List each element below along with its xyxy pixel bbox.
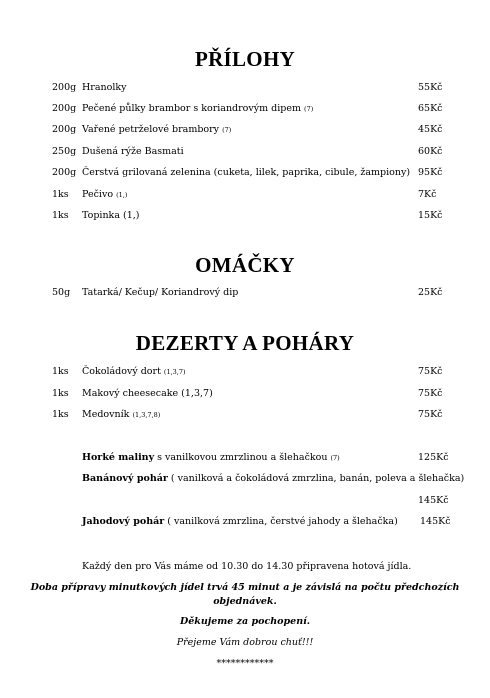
item-name: Čokoládový dort (1,3,7) xyxy=(82,366,186,377)
item-qty: 1ks xyxy=(52,189,69,200)
item-name: Čerstvá grilovaná zelenina (cuketa, lilek, paprika, cibule, žampiony) xyxy=(82,167,411,178)
item-qty: 1ks xyxy=(52,210,69,221)
section-title-omacky: OMÁČKY xyxy=(195,253,295,277)
allergen-note: (1,) xyxy=(116,191,128,199)
item-name: Tatarká/ Kečup/ Koriandrový dip xyxy=(82,287,239,298)
item-qty: 50g xyxy=(52,287,71,298)
item-price: 60Kč xyxy=(418,146,443,157)
wish-text: Přejeme Vám dobrou chuť!!! xyxy=(176,637,314,648)
item-qty: 250g xyxy=(52,146,77,157)
item-price: 75Kč xyxy=(418,366,443,377)
item-price: 7Kč xyxy=(418,189,437,200)
item-price: 15Kč xyxy=(418,210,443,221)
item-qty: 1ks xyxy=(52,388,69,399)
item-name: Medovník (1,3,7,8) xyxy=(82,409,161,420)
daily-note xyxy=(0,559,490,575)
item-name: Hranolky xyxy=(82,82,127,93)
item-name: Vařené petrželové brambory (7) xyxy=(82,124,232,135)
cup-price: 145Kč xyxy=(418,495,449,506)
menu-item xyxy=(0,80,490,96)
allergen-note: (1,3,7,8) xyxy=(132,411,161,419)
menu-item xyxy=(0,386,490,402)
item-qty: 200g xyxy=(52,167,77,178)
dessert-cup xyxy=(0,514,490,530)
item-name: Topinka (1,) xyxy=(82,210,140,221)
cup-price: 145Kč xyxy=(420,516,451,527)
menu-item xyxy=(0,407,490,423)
item-qty: 1ks xyxy=(52,366,69,377)
cup-name: Horké maliny xyxy=(82,452,155,463)
item-price: 45Kč xyxy=(418,124,443,135)
daily-note-text: Každý den pro Vás máme od 10.30 do 14.30 připravena hotová jídla. xyxy=(82,561,412,572)
menu-item xyxy=(0,364,490,380)
item-price: 75Kč xyxy=(418,409,443,420)
menu-item xyxy=(0,165,490,181)
item-price: 55Kč xyxy=(418,82,443,93)
dessert-cup xyxy=(0,450,490,466)
item-price: 25Kč xyxy=(418,287,443,298)
cup-name: Banánový pohár xyxy=(82,473,168,484)
cup-desc: s vanilkovou zmrzlinou a šlehačkou xyxy=(154,452,331,463)
thanks-text: Děkujeme za pochopení. xyxy=(179,616,311,627)
cup-price: 125Kč xyxy=(418,452,449,463)
allergen-note: (7) xyxy=(330,454,340,462)
cup-line xyxy=(82,514,398,530)
item-name: Dušená rýže Basmati xyxy=(82,146,184,157)
preparation-warning-line1: Doba přípravy minutkových jídel trvá 45 minut a je závislá na počtu předchozích xyxy=(30,582,460,593)
dessert-cup xyxy=(0,471,490,487)
stars-divider: ************ xyxy=(216,658,274,669)
item-price: 95Kč xyxy=(418,167,443,178)
cup-name: Jahodový pohár xyxy=(82,516,165,527)
item-price: 65Kč xyxy=(418,103,443,114)
item-name: Pečené půlky brambor s koriandrovým dipem (7) xyxy=(82,103,314,114)
item-qty: 1ks xyxy=(52,409,69,420)
item-qty: 200g xyxy=(52,82,77,93)
section-title-prilohy: PŘÍLOHY xyxy=(194,47,296,71)
menu-item xyxy=(0,101,490,117)
cup-desc: ( vanilková a čokoládová zmrzlina, banán, poleva a šlehačka) xyxy=(167,473,465,484)
item-qty: 200g xyxy=(52,124,77,135)
item-qty: 200g xyxy=(52,103,77,114)
item-name: Makový cheesecake (1,3,7) xyxy=(82,388,213,399)
menu-item xyxy=(0,122,490,138)
cup-desc: ( vanilková zmrzlina, čerstvé jahody a šlehačka) xyxy=(164,516,398,527)
cup-line xyxy=(82,471,464,487)
item-price: 75Kč xyxy=(418,388,443,399)
menu-item xyxy=(0,208,490,224)
section-title-dezerty: DEZERTY A POHÁRY xyxy=(135,331,355,355)
menu-item xyxy=(0,187,490,203)
preparation-warning-line2: objednávek. xyxy=(213,596,277,607)
item-name: Pečivo (1,) xyxy=(82,189,128,200)
cup-line xyxy=(82,450,340,466)
menu-item xyxy=(0,144,490,160)
allergen-note: (7) xyxy=(222,126,232,134)
allergen-note: (1,3,7) xyxy=(163,368,186,376)
menu-item xyxy=(0,285,490,301)
allergen-note: (7) xyxy=(304,105,314,113)
dessert-cup-price-row xyxy=(0,493,490,509)
